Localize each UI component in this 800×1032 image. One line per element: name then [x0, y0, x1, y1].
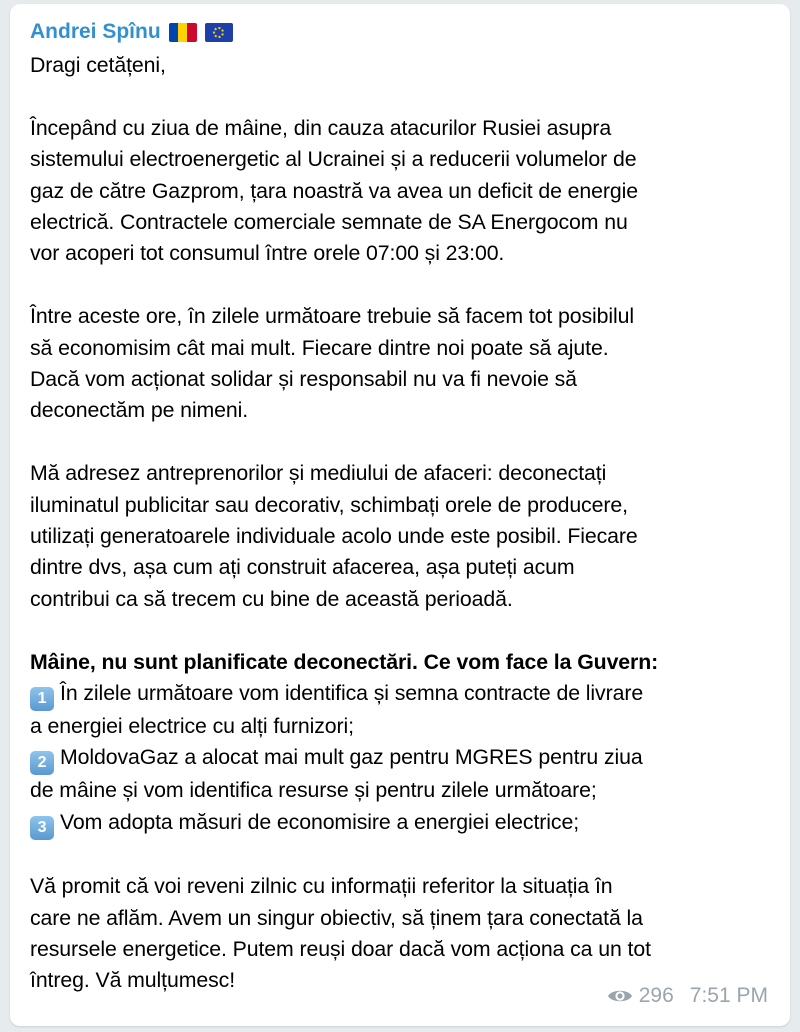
message-time: 7:51 PM: [689, 984, 768, 1007]
list-item-continuation: a energiei electrice cu alți furnizori;: [30, 714, 354, 739]
text-line: să economisim cât mai mult. Fiecare dintre noi poate să ajute.: [30, 335, 609, 360]
message-meta: [607, 984, 768, 1008]
text-line: deconectăm pe nimeni.: [30, 398, 249, 423]
text-line: Între aceste ore, în zilele următoare trebuie să facem tot posibilul: [30, 304, 635, 329]
list-item-text: În zilele următoare vom identifica și semna contracte de livrare: [60, 681, 644, 706]
eu-flag-icon: [205, 23, 233, 42]
keycap-1-icon: 1: [30, 687, 54, 711]
text-line: Dacă vom acționat solidar și responsabil nu va fi nevoie să: [30, 367, 577, 392]
text-line: întreg. Vă mulțumesc!: [30, 968, 236, 993]
sender-header: [30, 16, 772, 48]
list-item-continuation: de mâine și vom identifica resurse și pentru zilele următoare;: [30, 778, 597, 803]
sender-name[interactable]: Andrei Spînu: [30, 20, 161, 43]
text-line: utilizați generatoarele individuale acolo unde este posibil. Fiecare: [30, 524, 638, 549]
text-line: resursele energetice. Putem reuși doar dacă vom acționa ca un tot: [30, 937, 651, 962]
text-line: care ne aflăm. Avem un singur obiectiv, să ținem țara conectată la: [30, 905, 643, 930]
text-line: Vă promit că voi reveni zilnic cu informații referitor la situația în: [30, 874, 613, 899]
text-line: contribui ca să trecem cu bine de această perioadă.: [30, 586, 513, 611]
text-line: electrică. Contractele comerciale semnate de SA Energocom nu: [30, 210, 628, 235]
text-line: sistemului electroenergetic al Ucrainei și a reducerii volumelor de: [30, 147, 637, 172]
text-line: dintre dvs, așa cum ați construit afacerea, așa puteți acum: [30, 555, 575, 580]
text-line: gaz de către Gazprom, țara noastră va avea un deficit de energie: [30, 178, 639, 203]
bold-heading: Mâine, nu sunt planificate deconectări. Ce vom face la Guvern:: [30, 649, 659, 674]
text-line: Începând cu ziua de mâine, din cauza atacurilor Rusiei asupra: [30, 115, 612, 140]
keycap-2-icon: 2: [30, 751, 54, 775]
text-line: iluminatul publicitar sau decorativ, schimbați orele de producere,: [30, 492, 628, 517]
list-item-text: Vom adopta măsuri de economisire a energiei electrice;: [60, 809, 580, 834]
list-item: [30, 742, 772, 775]
greeting: Dragi cetățeni,: [30, 53, 166, 77]
text-line: Mă adresez antreprenorilor și mediului de afaceri: deconectați: [30, 461, 607, 486]
eye-icon: [607, 987, 633, 1005]
list-item: [30, 807, 772, 840]
keycap-3-icon: 3: [30, 816, 54, 840]
moldova-flag-icon: [169, 23, 197, 42]
text-line: vor acoperi tot consumul între orele 07:00 și 23:00.: [30, 241, 505, 266]
view-count: 296: [638, 984, 674, 1007]
message-text: [30, 50, 772, 997]
list-item-text: MoldovaGaz a alocat mai mult gaz pentru MGRES pentru ziua: [60, 745, 643, 770]
message-bubble: [10, 4, 790, 1026]
list-item: [30, 678, 772, 711]
